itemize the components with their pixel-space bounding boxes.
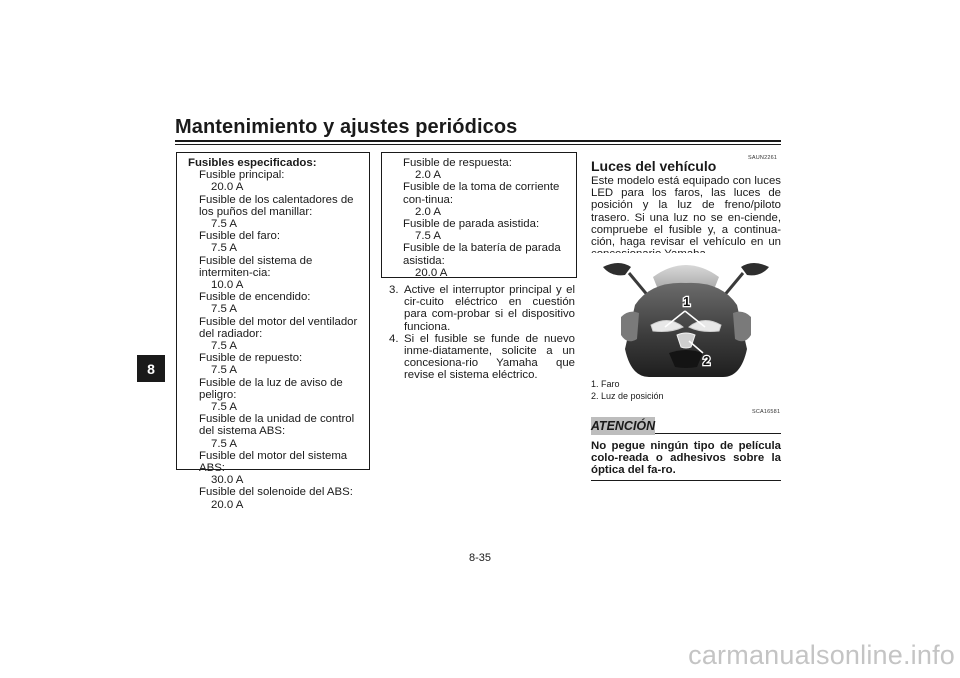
fuse-value: 20.0 A bbox=[415, 266, 448, 279]
fuse-label: Fusible del faro: bbox=[199, 230, 281, 243]
section-title: Luces del vehículo bbox=[591, 158, 717, 174]
specified-fuses-box bbox=[176, 152, 370, 511]
motorcycle-front-photo bbox=[591, 253, 781, 377]
fuse-label: Fusible de la unidad de control del sistema ABS: bbox=[199, 413, 355, 438]
fuse-entry bbox=[188, 194, 369, 231]
fuse-value: 7.5 A bbox=[211, 340, 237, 353]
fuse-label: Fusible de repuesto: bbox=[199, 352, 303, 365]
caption-headlight: 1. Faro bbox=[591, 379, 620, 389]
step-text: Active el interruptor principal y el cir-cuito eléctrico en cuestión para com-probar si el dispositivo funciona. bbox=[404, 284, 575, 333]
fuse-value: 7.5 A bbox=[211, 364, 237, 377]
fuse-label: Fusible de la luz de aviso de peligro: bbox=[199, 376, 343, 401]
section-body: Este modelo está equipado con luces LED para los faros, las luces de posición y la luz de freno/piloto trasero. Si una luz no se en-ciende, compruebe el fusible y, a continua-ción, haga revisar el vehículo en un bbox=[591, 175, 781, 249]
caution-badge: ATENCIÓN bbox=[590, 419, 656, 433]
left-mirror bbox=[603, 263, 631, 275]
fuse-entry bbox=[188, 230, 369, 254]
procedure-steps bbox=[389, 284, 575, 382]
page-title: Mantenimiento y ajustes periódicos bbox=[175, 116, 518, 138]
fuse-entry bbox=[392, 242, 576, 279]
caution-code: SCA16581 bbox=[752, 409, 781, 415]
fuse-value: 20.0 A bbox=[211, 498, 244, 511]
caption-position-light: 2. Luz de posición bbox=[591, 391, 664, 401]
fuse-value: 10.0 A bbox=[211, 279, 244, 292]
fuse-entry bbox=[188, 413, 369, 450]
caution-rule bbox=[655, 433, 781, 434]
fuse-label: Fusible de parada asistida: bbox=[403, 218, 540, 231]
fuse-label: Fusible de la batería de parada asistida: bbox=[403, 242, 561, 267]
fuse-label: Fusible del solenoide del ABS: bbox=[199, 486, 353, 499]
callout-2: 2 bbox=[703, 353, 711, 368]
header-rule-thick bbox=[175, 140, 781, 142]
fuse-entry bbox=[188, 450, 369, 487]
fuse-label: Fusible principal: bbox=[199, 169, 285, 182]
fuse-entry bbox=[188, 377, 369, 414]
fuse-entry bbox=[392, 157, 576, 181]
fuse-entry bbox=[188, 352, 369, 376]
section-code: SAUN2261 bbox=[748, 155, 778, 161]
fuse-value: 20.0 A bbox=[211, 181, 244, 194]
fuse-value: 7.5 A bbox=[211, 218, 237, 231]
caution-bottom-rule bbox=[591, 480, 781, 481]
fuse-value: 7.5 A bbox=[415, 230, 441, 243]
additional-fuses-box bbox=[381, 152, 577, 278]
fuse-label: Fusible del motor del sistema ABS: bbox=[199, 449, 348, 475]
fuse-entry bbox=[188, 169, 369, 193]
fuse-entry bbox=[188, 316, 369, 353]
fuse-value: 7.5 A bbox=[211, 401, 237, 414]
fuse-entry bbox=[188, 255, 369, 292]
step-number: 3. bbox=[389, 284, 399, 296]
fuse-entry bbox=[392, 218, 576, 242]
fuse-entry bbox=[188, 291, 369, 315]
fuse-value: 7.5 A bbox=[211, 437, 237, 450]
header-rule-thin bbox=[175, 144, 781, 145]
fuse-entry bbox=[392, 181, 576, 218]
fuses-heading: Fusibles especificados: bbox=[188, 157, 317, 169]
page-number: 8-35 bbox=[468, 552, 492, 564]
fuse-label: Fusible del motor del ventilador del radiador: bbox=[199, 315, 358, 340]
chapter-tab: 8 bbox=[137, 355, 165, 382]
fuse-value: 7.5 A bbox=[211, 242, 237, 255]
fuse-label: Fusible de la toma de corriente con-tinua: bbox=[403, 181, 560, 206]
fuse-label: Fusible del sistema de intermiten-cia: bbox=[199, 254, 313, 279]
callout-1: 1 bbox=[683, 294, 691, 309]
fuse-entry bbox=[188, 486, 369, 510]
fuse-label: Fusible de respuesta: bbox=[403, 157, 512, 169]
caution-header bbox=[591, 417, 781, 437]
right-mirror bbox=[741, 263, 769, 275]
watermark: carmanualsonline.info bbox=[688, 640, 955, 670]
fuse-value: 30.0 A bbox=[211, 474, 244, 487]
caution-text: No pegue ningún tipo de película colo-reada o adhesivos sobre la óptica del fa-ro. bbox=[591, 440, 781, 477]
fuse-value: 7.5 A bbox=[211, 303, 237, 316]
fuse-value: 2.0 A bbox=[415, 169, 441, 182]
procedure-step bbox=[389, 284, 575, 333]
fuse-label: Fusible de los calentadores de los puños del manillar: bbox=[199, 193, 354, 218]
procedure-step bbox=[389, 333, 575, 382]
fuse-label: Fusible de encendido: bbox=[199, 291, 311, 304]
step-text: Si el fusible se funde de nuevo inme-diatamente, solicite a un concesiona-rio Yamaha que revise el sistema eléctrico. bbox=[404, 332, 575, 382]
fuse-value: 2.0 A bbox=[415, 205, 441, 218]
motorcycle-illustration bbox=[591, 253, 781, 377]
step-number: 4. bbox=[389, 332, 399, 345]
